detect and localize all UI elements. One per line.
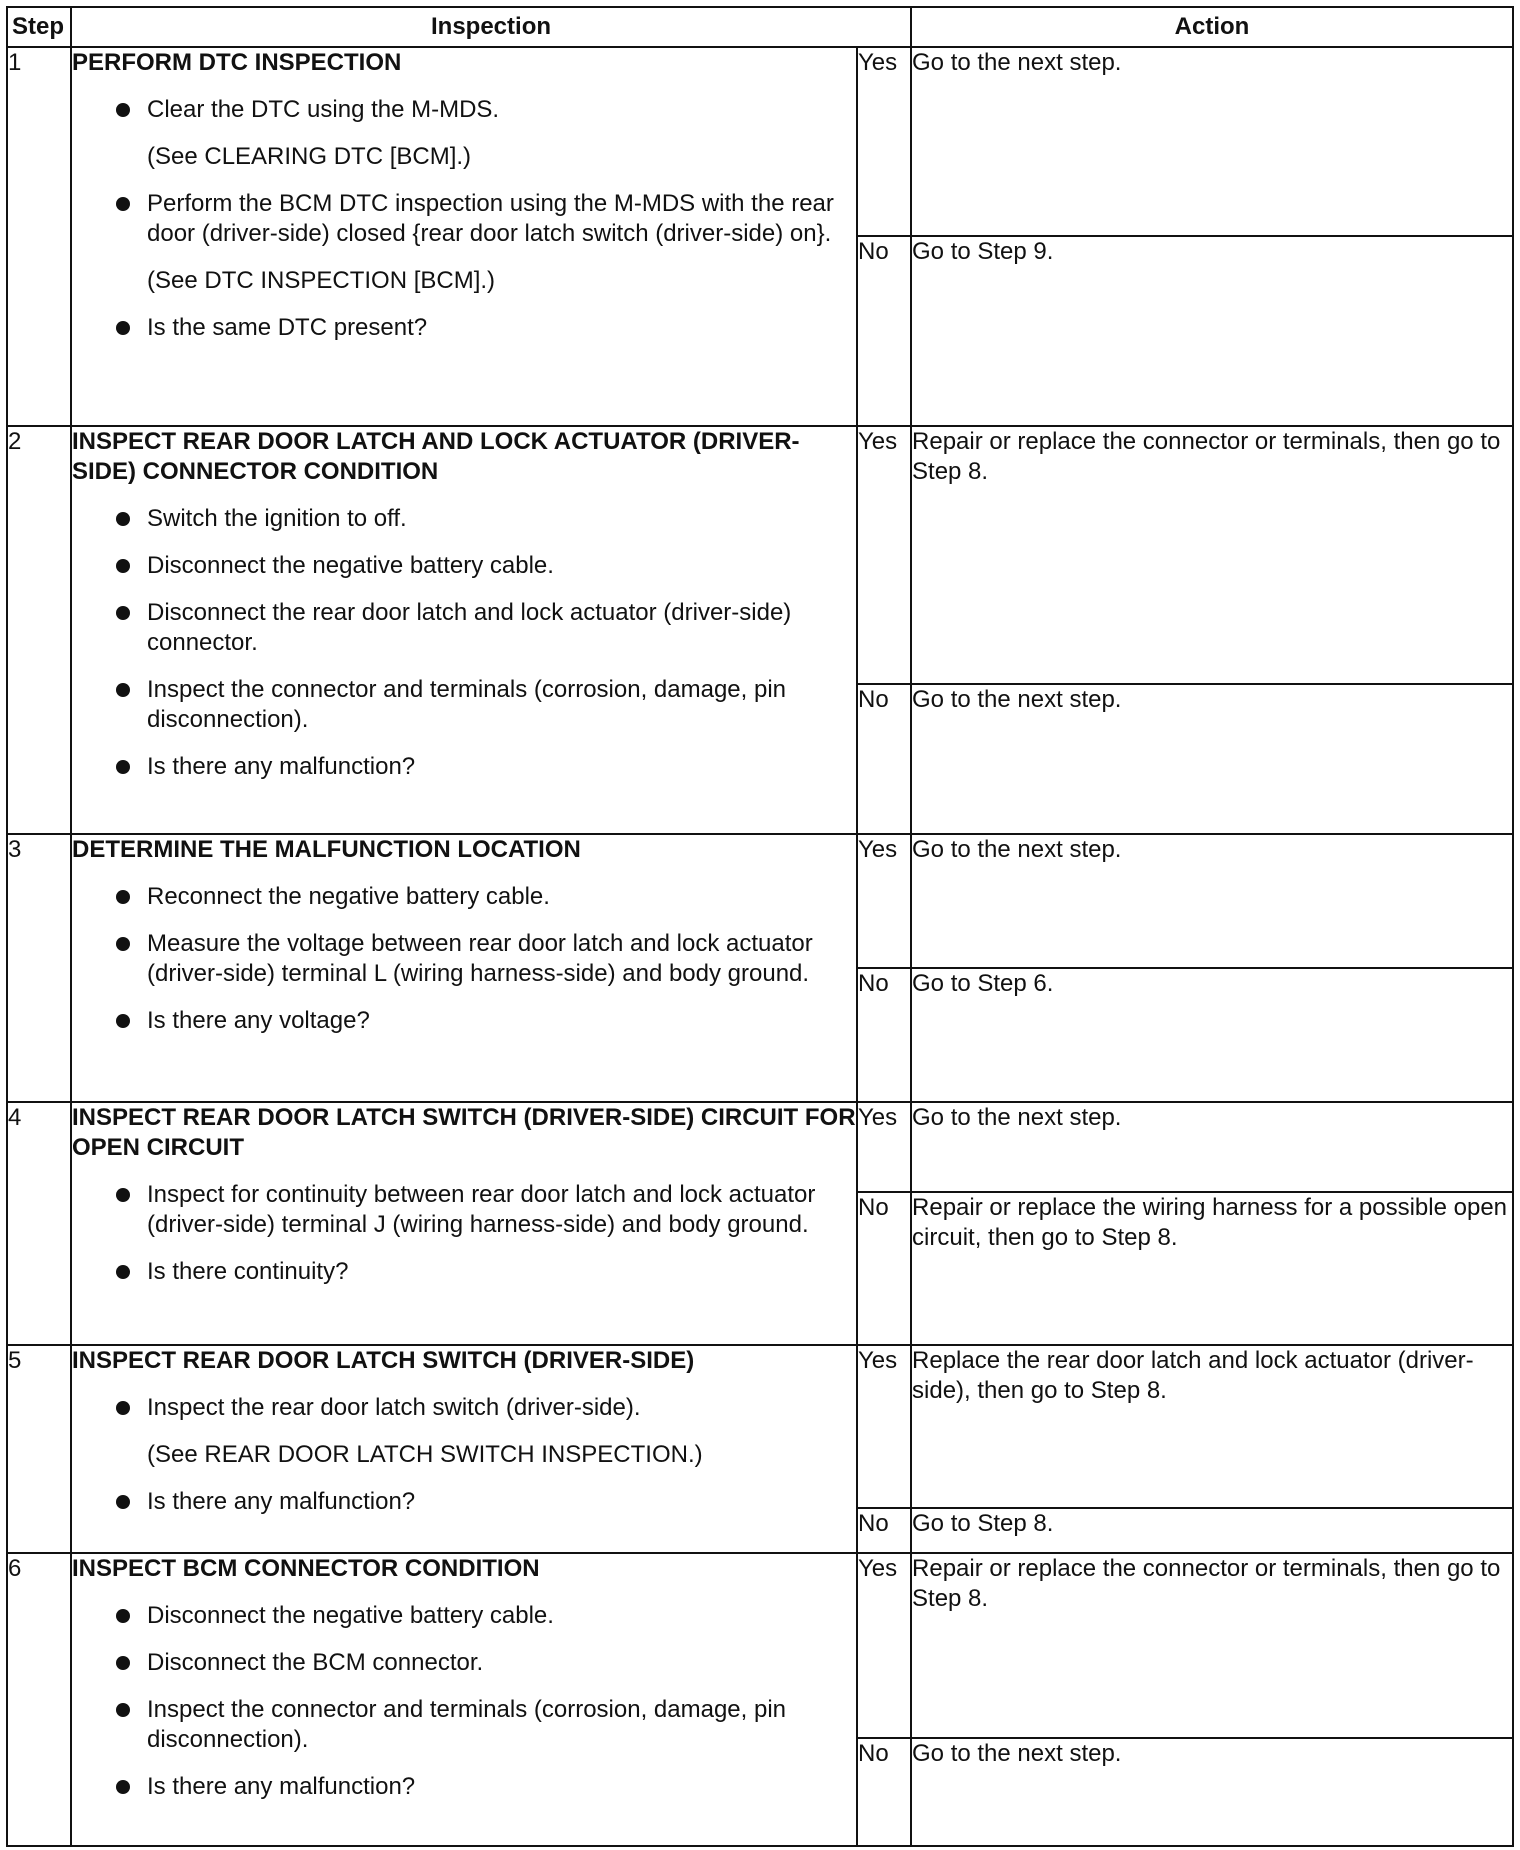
bullet-text: Inspect the connector and terminals (corrosion, damage, pin disconnection).: [147, 676, 787, 733]
bullet-text: Disconnect the BCM connector.: [147, 1649, 484, 1676]
header-row: [7, 7, 1513, 47]
bullet-icon: [116, 683, 130, 697]
bullet-item: [72, 1772, 856, 1802]
bullet-text: Is there any malfunction?: [147, 1773, 416, 1800]
yes-action: Go to the next step.: [911, 47, 1513, 236]
bullet-text: Disconnect the negative battery cable.: [147, 552, 554, 579]
yes-label: Yes: [857, 1345, 911, 1508]
bullet-icon: [116, 559, 130, 573]
bullet-text: Measure the voltage between rear door latch and lock actuator (driver-side) terminal L (wiring harness-side) and body ground.: [147, 930, 813, 987]
bullet-icon: [116, 1495, 130, 1509]
step-number: 1: [7, 47, 71, 426]
bullet-icon: [116, 937, 130, 951]
procedure-table-wrapper: [6, 6, 1514, 1847]
bullet-text: Inspect the rear door latch switch (driver-side).: [147, 1394, 641, 1421]
no-action: Go to Step 8.: [911, 1508, 1513, 1553]
bullet-item: [72, 1257, 856, 1287]
step-row-4-yes: [7, 1102, 1513, 1192]
reference-note: (See CLEARING DTC [BCM].): [147, 143, 472, 170]
bullet-item: [72, 1601, 856, 1631]
bullet-text: Is there any malfunction?: [147, 753, 416, 780]
yes-action: Go to the next step.: [911, 1102, 1513, 1192]
step-number: 3: [7, 834, 71, 1102]
bullet-text: Is the same DTC present?: [147, 314, 428, 341]
bullet-icon: [116, 1656, 130, 1670]
bullet-icon: [116, 760, 130, 774]
bullet-icon: [116, 890, 130, 904]
bullet-item: [72, 1180, 856, 1240]
yes-action: Replace the rear door latch and lock actuator (driver-side), then go to Step 8.: [911, 1345, 1513, 1508]
bullet-icon: [116, 1188, 130, 1202]
bullet-icon: [116, 606, 130, 620]
no-label: No: [857, 1508, 911, 1553]
bullet-item: [72, 675, 856, 735]
reference-note: (See REAR DOOR LATCH SWITCH INSPECTION.): [147, 1441, 703, 1468]
step-title: INSPECT REAR DOOR LATCH SWITCH (DRIVER-SIDE) CIRCUIT FOR OPEN CIRCUIT: [72, 1104, 856, 1161]
troubleshooting-table: [6, 6, 1514, 1847]
no-action: Go to Step 6.: [911, 968, 1513, 1102]
bullet-text: Switch the ignition to off.: [147, 505, 407, 532]
bullet-item: [72, 189, 856, 249]
bullet-item: [72, 929, 856, 989]
inspection-cell: [71, 1345, 857, 1553]
bullet-text: Is there any malfunction?: [147, 1488, 416, 1515]
inspection-column-header: Inspection: [71, 7, 911, 47]
bullet-item: [72, 882, 856, 912]
step-row-3-yes: [7, 834, 1513, 968]
bullet-item: [72, 752, 856, 782]
bullet-icon: [116, 512, 130, 526]
table-body: [7, 47, 1513, 1846]
bullet-text: Is there any voltage?: [147, 1007, 370, 1034]
step-number: 2: [7, 426, 71, 834]
inspection-cell: [71, 1102, 857, 1345]
action-column-header: Action: [911, 7, 1513, 47]
bullet-icon: [116, 1609, 130, 1623]
step-number: 5: [7, 1345, 71, 1553]
bullet-item: [72, 1393, 856, 1423]
step-column-header: Step: [7, 7, 71, 47]
no-label: No: [857, 1192, 911, 1345]
bullet-item: [72, 1006, 856, 1036]
no-label: No: [857, 968, 911, 1102]
step-row-1-yes: [7, 47, 1513, 236]
no-label: No: [857, 684, 911, 834]
no-action: Go to Step 9.: [911, 236, 1513, 426]
yes-label: Yes: [857, 426, 911, 684]
bullet-icon: [116, 1401, 130, 1415]
no-label: No: [857, 236, 911, 426]
inspection-cell: [71, 426, 857, 834]
no-action: Repair or replace the wiring harness for a possible open circuit, then go to Step 8.: [911, 1192, 1513, 1345]
bullet-item: [72, 1695, 856, 1755]
yes-action: Repair or replace the connector or terminals, then go to Step 8.: [911, 426, 1513, 684]
step-row-5-yes: [7, 1345, 1513, 1508]
yes-action: Repair or replace the connector or terminals, then go to Step 8.: [911, 1553, 1513, 1738]
step-title: DETERMINE THE MALFUNCTION LOCATION: [72, 836, 581, 863]
bullet-item: [72, 1487, 856, 1517]
inspection-cell: [71, 1553, 857, 1846]
yes-label: Yes: [857, 1553, 911, 1738]
step-number: 4: [7, 1102, 71, 1345]
bullet-text: Perform the BCM DTC inspection using the M-MDS with the rear door (driver-side) closed {rear door latch switch (driver-side) on}.: [147, 190, 834, 247]
bullet-item: [72, 1648, 856, 1678]
inspection-cell: [71, 834, 857, 1102]
step-row-2-yes: [7, 426, 1513, 684]
bullet-text: Inspect for continuity between rear door latch and lock actuator (driver-side) terminal J (wiring harness-side) and body ground.: [147, 1181, 816, 1238]
yes-label: Yes: [857, 47, 911, 236]
bullet-item: [72, 598, 856, 658]
bullet-text: Disconnect the negative battery cable.: [147, 1602, 554, 1629]
bullet-icon: [116, 1014, 130, 1028]
step-title: INSPECT BCM CONNECTOR CONDITION: [72, 1555, 540, 1582]
bullet-item: [72, 504, 856, 534]
bullet-text: Clear the DTC using the M-MDS.: [147, 96, 500, 123]
yes-action: Go to the next step.: [911, 834, 1513, 968]
yes-label: Yes: [857, 1102, 911, 1192]
step-number: 6: [7, 1553, 71, 1846]
no-action: Go to the next step.: [911, 1738, 1513, 1846]
bullet-icon: [116, 103, 130, 117]
bullet-item: [72, 313, 856, 343]
bullet-icon: [116, 197, 130, 211]
bullet-icon: [116, 1265, 130, 1279]
step-title: INSPECT REAR DOOR LATCH SWITCH (DRIVER-SIDE): [72, 1347, 695, 1374]
yes-label: Yes: [857, 834, 911, 968]
bullet-icon: [116, 321, 130, 335]
no-label: No: [857, 1738, 911, 1846]
no-action: Go to the next step.: [911, 684, 1513, 834]
bullet-item: [72, 551, 856, 581]
bullet-text: Reconnect the negative battery cable.: [147, 883, 550, 910]
bullet-item: [72, 95, 856, 125]
reference-note: (See DTC INSPECTION [BCM].): [147, 267, 496, 294]
step-row-6-yes: [7, 1553, 1513, 1738]
bullet-text: Inspect the connector and terminals (corrosion, damage, pin disconnection).: [147, 1696, 787, 1753]
bullet-text: Is there continuity?: [147, 1258, 349, 1285]
step-title: PERFORM DTC INSPECTION: [72, 49, 402, 76]
inspection-cell: [71, 47, 857, 426]
bullet-icon: [116, 1780, 130, 1794]
step-title: INSPECT REAR DOOR LATCH AND LOCK ACTUATOR (DRIVER-SIDE) CONNECTOR CONDITION: [72, 428, 800, 485]
bullet-icon: [116, 1703, 130, 1717]
bullet-text: Disconnect the rear door latch and lock actuator (driver-side) connector.: [147, 599, 792, 656]
